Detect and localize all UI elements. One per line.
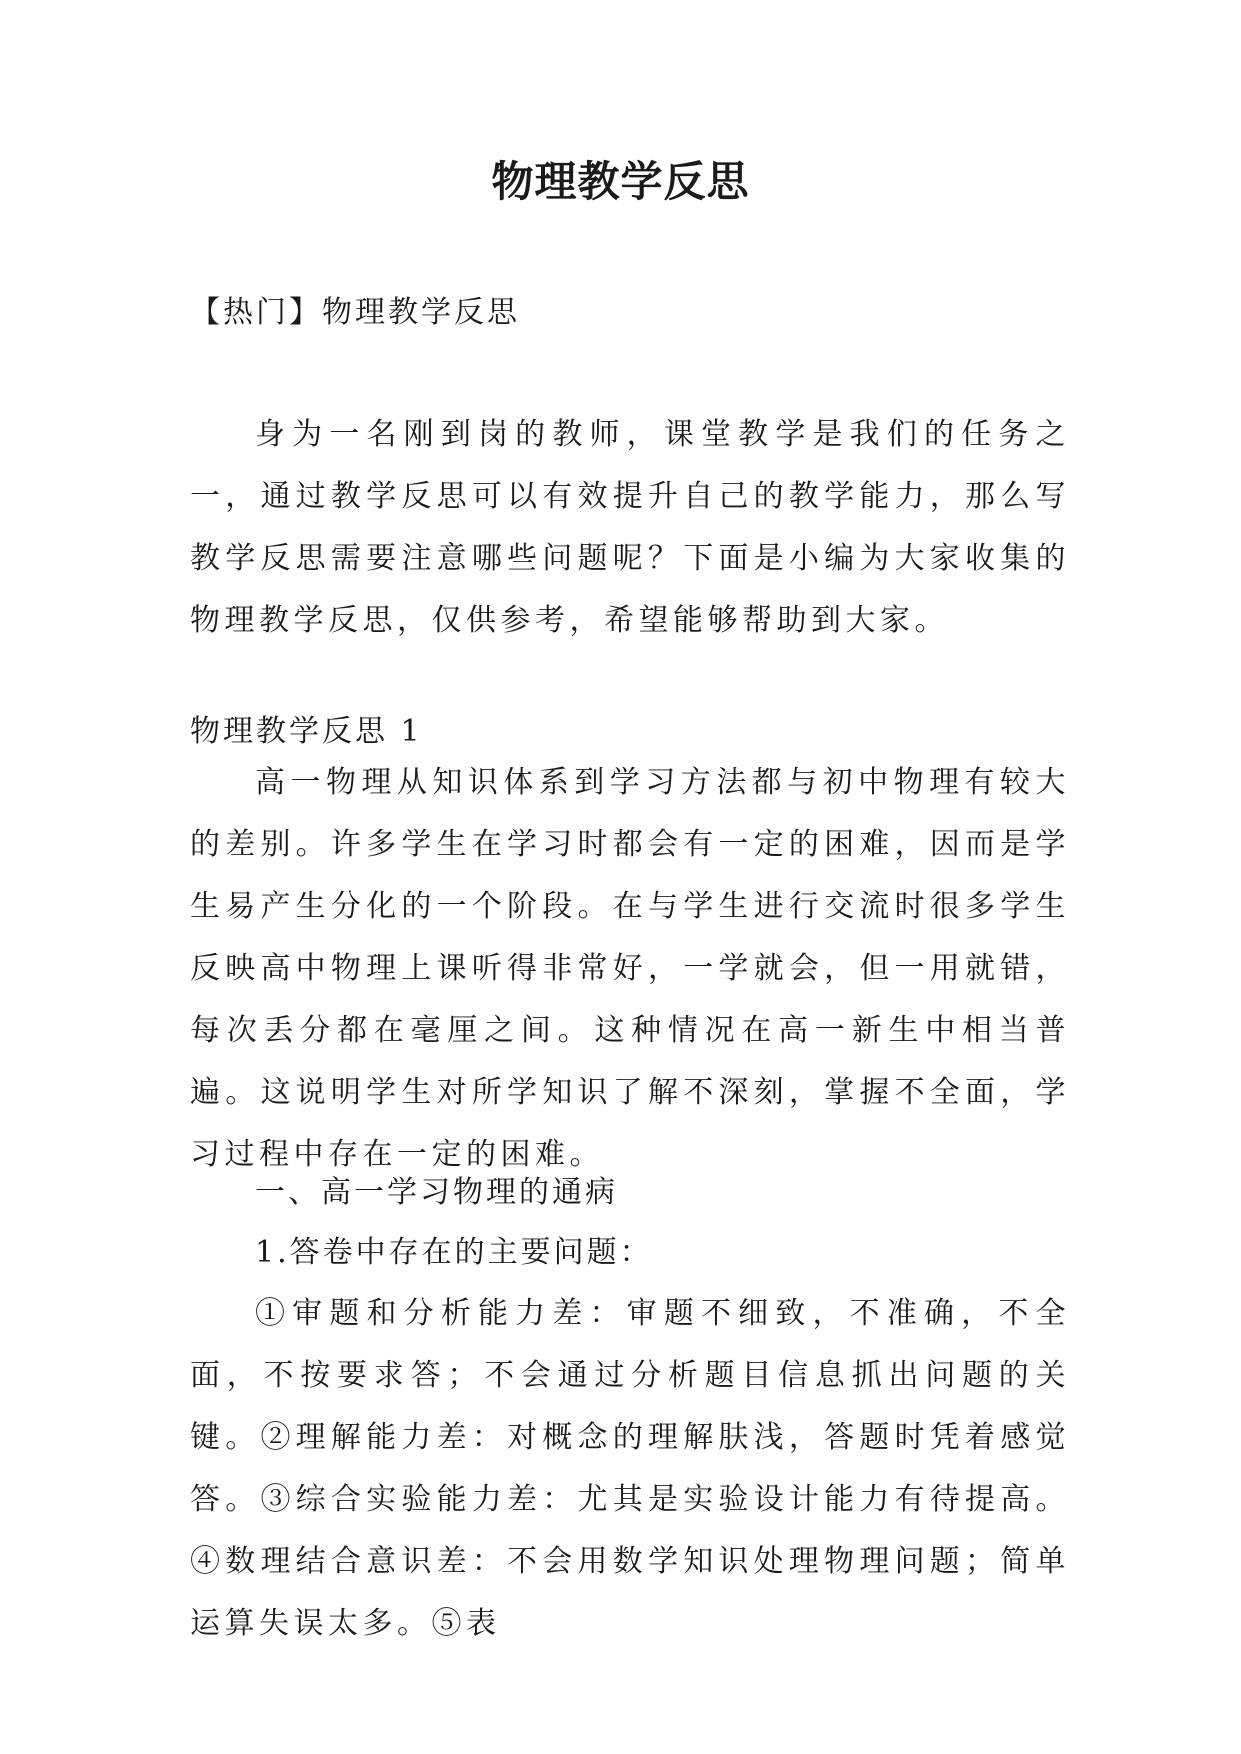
item-heading: 1.答卷中存在的主要问题： bbox=[255, 1235, 653, 1270]
intro-paragraph: 身为一名刚到岗的教师，课堂教学是我们的任务之一，通过教学反思可以有效提升自己的教学能力，那么写教学反思需要注意哪些问题呢？下面是小编为大家收集的物理教学反思，仅供参考，希望能够帮助到大家。 bbox=[190, 417, 1070, 638]
section-paragraph: 高一物理从知识体系到学习方法都与初中物理有较大的差别。许多学生在学习时都会有一定的困难，因而是学生易产生分化的一个阶段。在与学生进行交流时很多学生反映高中物理上课听得非常好，一学就会，但一用就错，每次丢分都在毫厘之间。这种情况在高一新生中相当普遍。这说明学生对所学知识了解不深刻，掌握不全面，学习过程中存在一定的困难。 bbox=[190, 765, 1070, 1172]
section-heading: 物理教学反思 1 bbox=[190, 714, 423, 749]
document-title: 物理教学反思 bbox=[491, 157, 750, 206]
section-paragraph-2: ①审题和分析能力差：审题不细致，不准确，不全面，不按要求答；不会通过分析题目信息抓出问题的关键。②理解能力差：对概念的理解肤浅，答题时凭着感觉答。③综合实验能力差：尤其是实验设计能力有待提高。④数理结合意识差：不会用数学知识处理物理问题；简单运算失误太多。⑤表 bbox=[190, 1296, 1070, 1641]
section-subheading: 一、高一学习物理的通病 bbox=[255, 1175, 618, 1210]
document-subtitle: 【热门】物理教学反思 bbox=[190, 295, 520, 330]
